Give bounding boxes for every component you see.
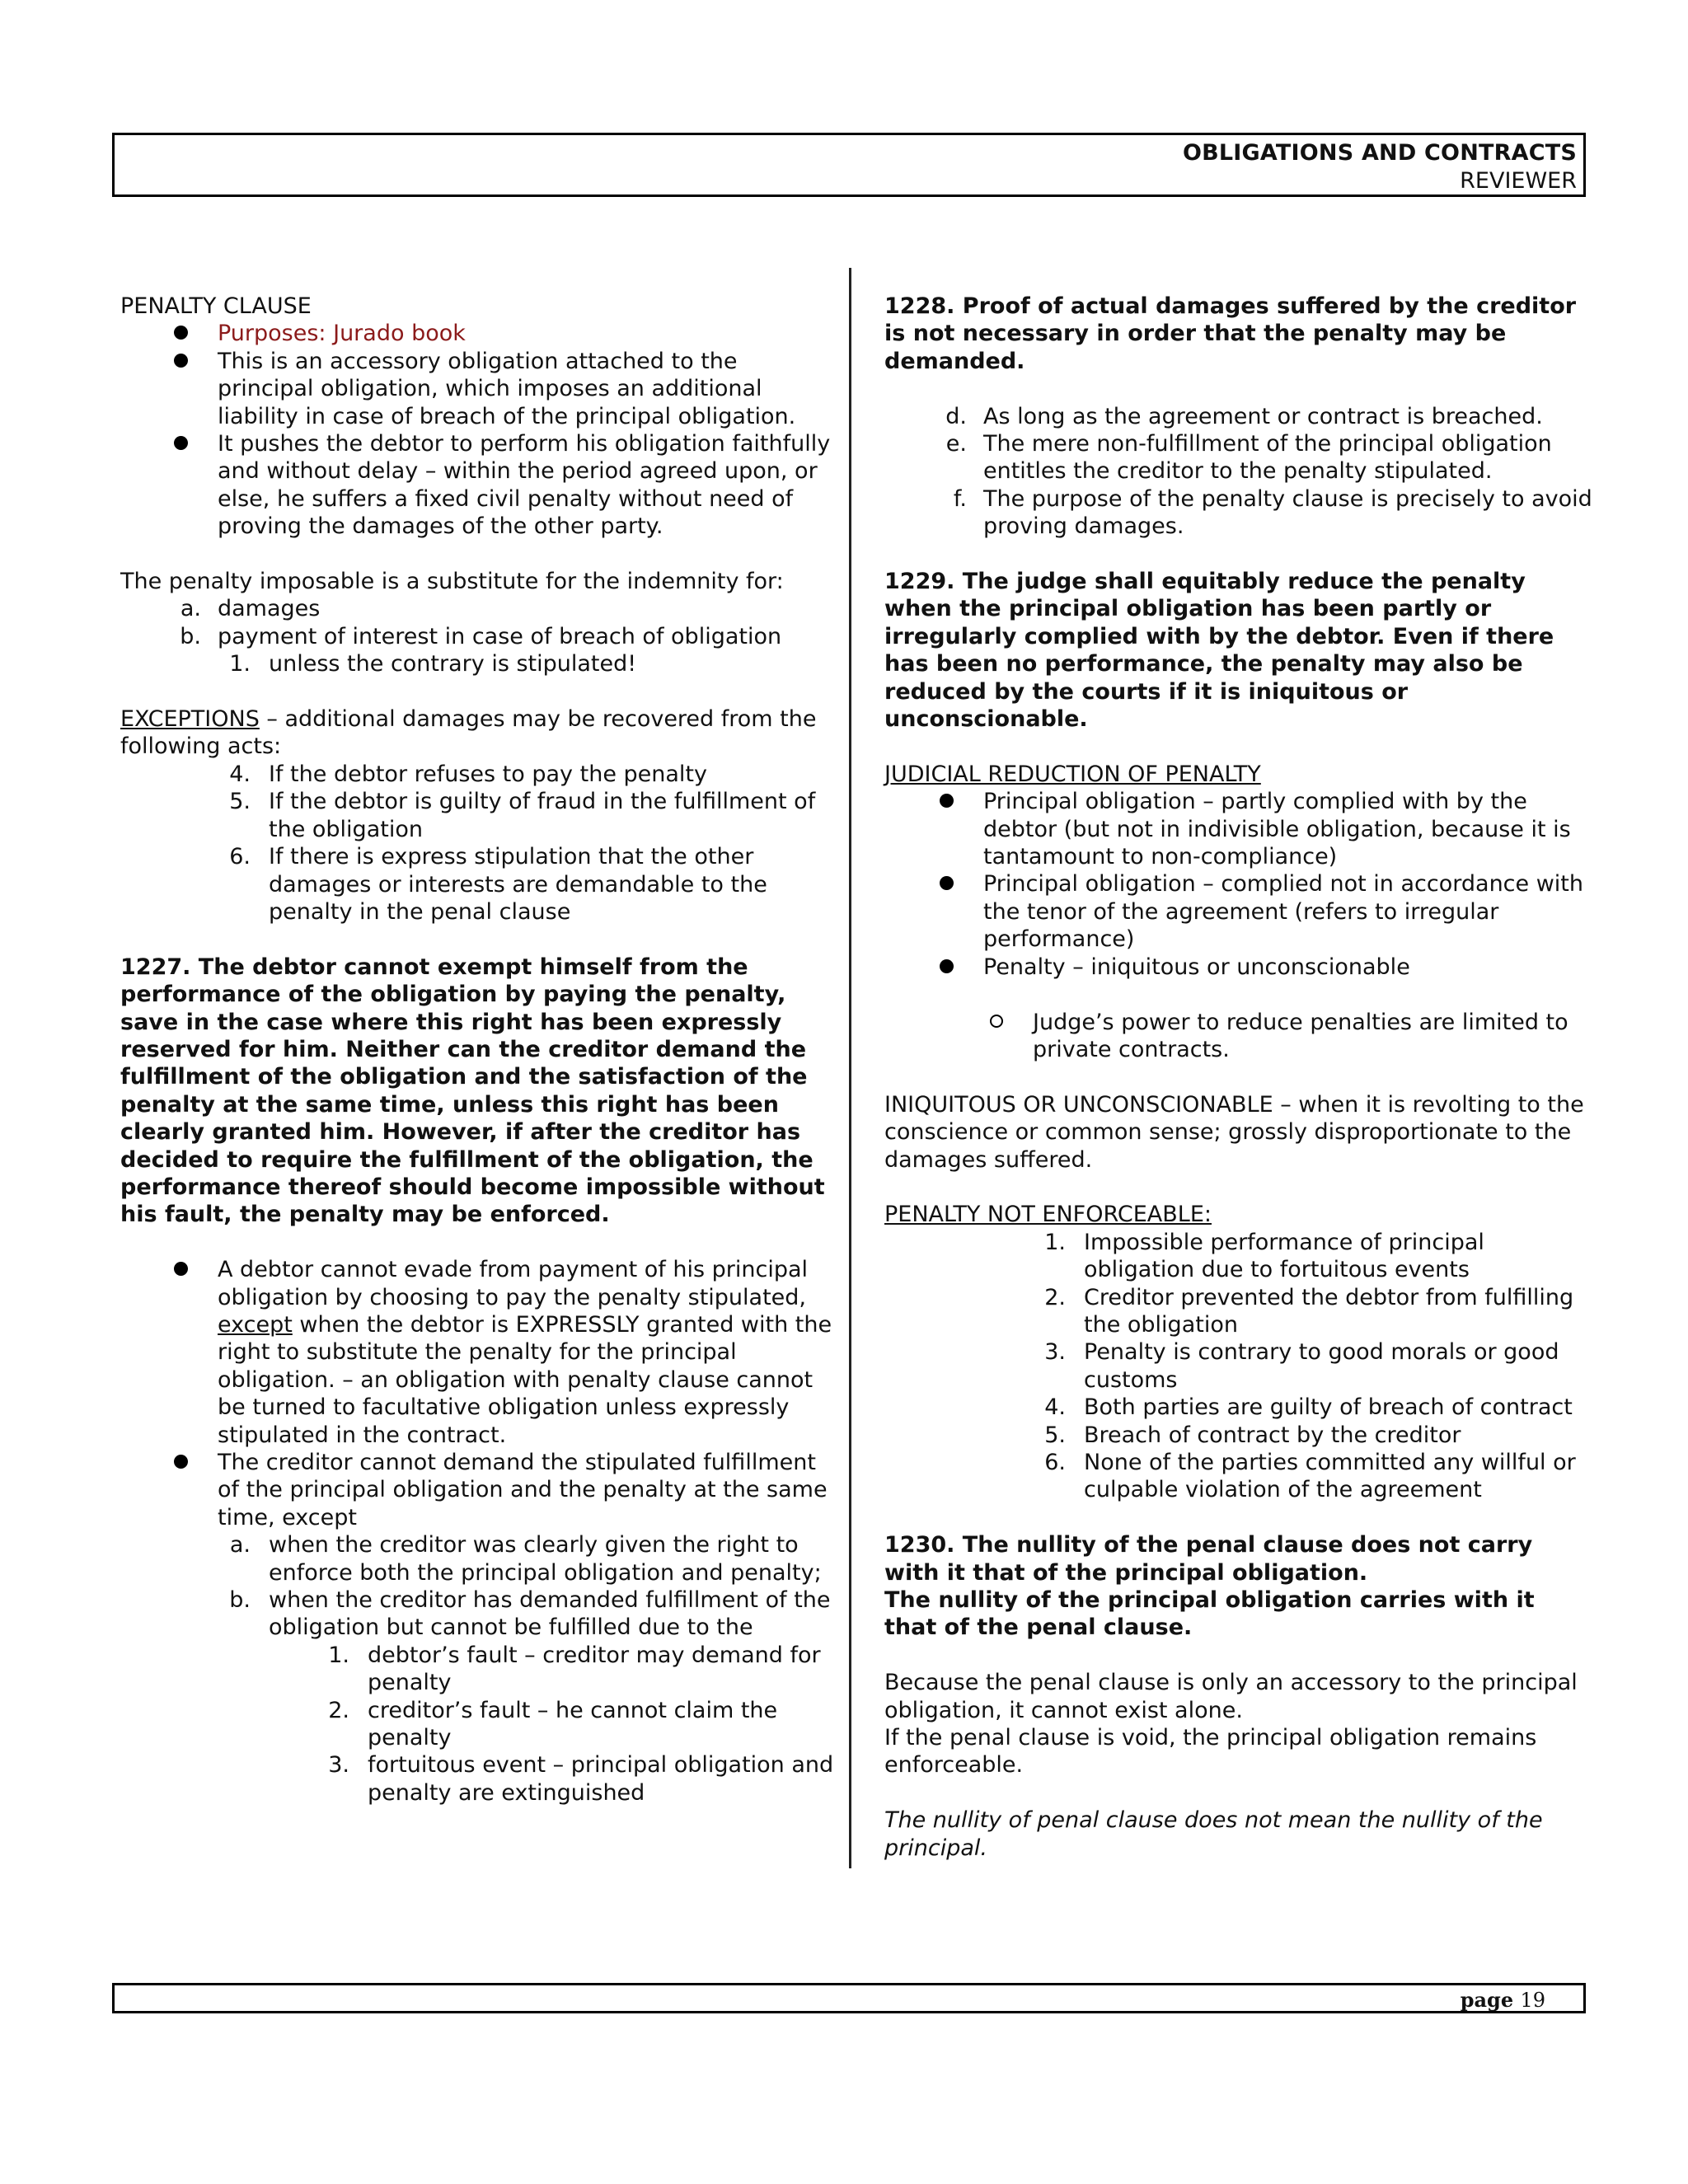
list-item: f. The purpose of the penalty clause is precisely to avoid proving damages.: [953, 485, 1592, 540]
bullet-icon: [174, 1455, 188, 1469]
list-item: Judge’s power to reduce penalties are limited to private contracts.: [884, 1009, 1593, 1064]
bullet-text: The creditor cannot demand the stipulated fulfillment of the principal obligation and the penalty at the same time, except: [218, 1450, 828, 1530]
bullet-text: Purposes: Jurado book: [218, 321, 466, 347]
page-footer: [112, 1983, 1586, 2013]
list-item: d. As long as the agreement or contract is breached.: [945, 403, 1543, 429]
list-item: 1. unless the contrary is stipulated!: [229, 651, 637, 677]
bullet-icon: [940, 794, 954, 808]
list-item: a. when the creditor was clearly given the right to enforce both the principal obligation and penalty;: [229, 1532, 822, 1586]
list-item: [120, 348, 837, 430]
section-heading: PENALTY CLAUSE: [120, 293, 312, 319]
list-item: [120, 430, 837, 541]
bullet-icon: [940, 876, 954, 890]
bullet-text: It pushes the debtor to perform his obligation faithfully and without delay – within the period agreed upon, or else, he suffers a fixed civil penalty without need of proving the damages of the other party.: [218, 431, 831, 540]
list-item: 5. If the debtor is guilty of fraud in the fulfillment of the obligation: [229, 789, 816, 842]
hollow-bullet-icon: [990, 1015, 1003, 1028]
body-text: If the penal clause is void, the principal obligation remains enforceable.: [884, 1725, 1537, 1779]
bullet-text: A debtor cannot evade from payment of his principal obligation by choosing to pay the penalty stipulated, except when the debtor is EXPRESSLY granted with the right to substitute the penalty for the principal obligation. – an obligation with penalty clause cannot be turned to facultative obligation unless expressly stipulated in the contract.: [218, 1257, 832, 1448]
iniquitous-definition: INIQUITOUS OR UNCONSCIONABLE – when it is revolting to the conscience or common sense; grossly disproportionate to the damages suffered.: [884, 1091, 1584, 1173]
header-title: OBLIGATIONS AND CONTRACTS: [1182, 140, 1577, 166]
list-item: [120, 320, 837, 347]
article-1230: 1230. The nullity of the penal clause does not carry with it that of the principal obligation.: [884, 1532, 1533, 1586]
section-heading: PENALTY NOT ENFORCEABLE:: [884, 1202, 1212, 1228]
bullet-icon: [174, 354, 188, 368]
list-item: 3. Penalty is contrary to good morals or good customs: [1044, 1339, 1559, 1393]
left-column: [120, 293, 837, 1807]
article-1230-second: The nullity of the principal obligation carries with it that of the penal clause.: [884, 1586, 1535, 1641]
list-item: b. when the creditor has demanded fulfillment of the obligation but cannot be fulfilled due to the: [229, 1587, 831, 1641]
list-item: 2. Creditor prevented the debtor from fulfilling the obligation: [1044, 1284, 1574, 1338]
list-item: a. damages: [180, 596, 321, 622]
bullet-icon: [174, 436, 188, 450]
article-1229: 1229. The judge shall equitably reduce the penalty when the principal obligation has been partly or irregularly complied with by the debtor. Even if there has been no performance, the penalty may also be reduced by the courts if it is iniquitous or unconscionable.: [884, 569, 1554, 733]
article-1228: 1228. Proof of actual damages suffered by the creditor is not necessary in order that the penalty may be demanded.: [884, 293, 1577, 374]
list-item: Principal obligation – partly complied with by the debtor (but not in indivisible obligation, because it is tantamount to non-compliance): [884, 788, 1593, 870]
bullet-icon: [174, 1262, 188, 1276]
bullet-text: This is an accessory obligation attached to the principal obligation, which imposes an additional liability in case of breach of the principal obligation.: [218, 348, 796, 429]
list-item: Principal obligation – complied not in accordance with the tenor of the agreement (refers to irregular performance): [884, 870, 1593, 953]
list-item: 4. Both parties are guilty of breach of contract: [1044, 1394, 1573, 1421]
list-item: [120, 1256, 837, 1449]
list-item: Penalty – iniquitous or unconscionable: [884, 954, 1593, 981]
list-item: 1. debtor’s fault – creditor may demand for penalty: [328, 1642, 821, 1696]
list-item: 1. Impossible performance of principal obligation due to fortuitous events: [1044, 1229, 1484, 1283]
article-1227: 1227. The debtor cannot exempt himself from the performance of the obligation by paying the penalty, save in the case where this right has been expressly reserved for him. Neither can the creditor demand the fulfillment of the obligation and the satisfaction of the penalty at the same time, unless this right has been clearly granted him. However, if after the creditor has decided to require the fulfillment of the obligation, the performance thereof should become impossible without his fault, the penalty may be enforced.: [120, 954, 825, 1228]
list-item: 2. creditor’s fault – he cannot claim the penalty: [328, 1697, 778, 1751]
italic-note: The nullity of penal clause does not mean the nullity of the principal.: [884, 1807, 1543, 1861]
exceptions-paragraph: EXCEPTIONS – additional damages may be recovered from the following acts:: [120, 706, 817, 760]
list-item: 3. fortuitous event – principal obligation and penalty are extinguished: [328, 1752, 834, 1806]
page-header: [112, 133, 1586, 197]
bullet-icon: [940, 959, 954, 973]
bullet-icon: [174, 326, 188, 340]
list-item: 6. If there is express stipulation that the other damages or interests are demandable to the penalty in the penal clause: [229, 844, 767, 925]
indemnity-intro: The penalty imposable is a substitute for the indemnity for:: [120, 569, 784, 595]
exceptions-label: EXCEPTIONS: [120, 706, 260, 733]
list-item: 5. Breach of contract by the creditor: [1044, 1422, 1461, 1448]
section-heading: JUDICIAL REDUCTION OF PENALTY: [884, 761, 1261, 787]
list-item: [120, 1449, 837, 1531]
right-column: [884, 293, 1593, 1862]
list-item: 6. None of the parties committed any willful or culpable violation of the agreement: [1044, 1449, 1576, 1503]
list-item: 4. If the debtor refuses to pay the penalty: [229, 761, 707, 787]
list-item: b. payment of interest in case of breach of obligation: [180, 623, 782, 649]
column-divider: [849, 268, 851, 1868]
header-subtitle: REVIEWER: [1460, 168, 1577, 194]
page-number: page 19: [1460, 1988, 1545, 2012]
list-item: e. The mere non-fulfillment of the principal obligation entitles the creditor to the penalty stipulated.: [945, 431, 1552, 485]
body-text: Because the penal clause is only an accessory to the principal obligation, it cannot exist alone.: [884, 1670, 1578, 1723]
